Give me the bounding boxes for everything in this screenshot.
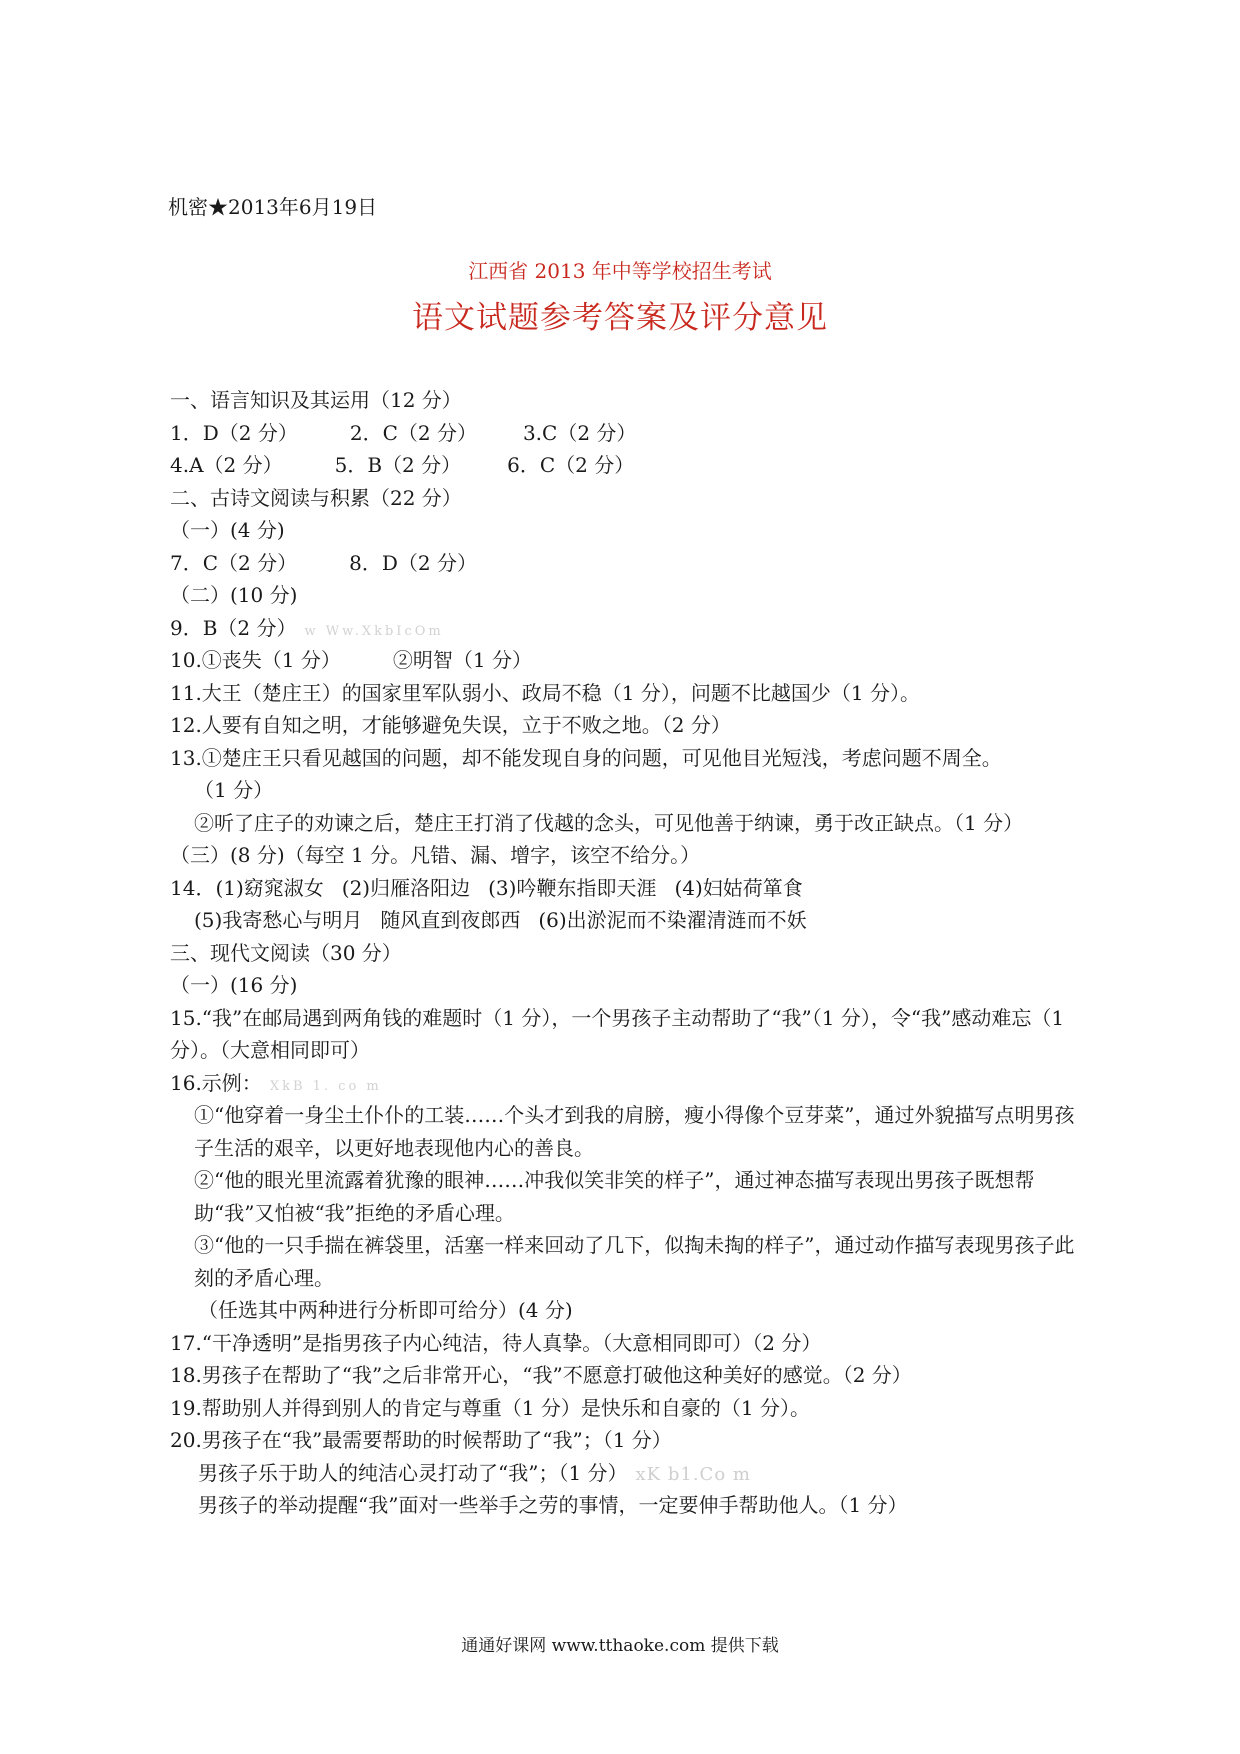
answer-3: 3.C（2 分） [522,420,637,445]
answer-16-item-3: ③“他的一只手揣在裤袋里，活塞一样来回动了几下，似掏未掏的样子”，通过动作描写表现男孩子此刻的矛盾心理。 [194,1233,1075,1290]
section2-part3: （三）(8 分)（每空 1 分。凡错、漏、增字，该空不给分。） [170,843,701,867]
answer-16-item-2: ②“他的眼光里流露着犹豫的眼神……冲我似笑非笑的样子”，通过神态描写表现出男孩子既想帮助“我”又怕被“我”拒绝的矛盾心理。 [194,1168,1035,1225]
answers-1-3 [170,417,1075,450]
watermark-text: XkB 1. co m [269,1078,382,1094]
watermark-text: w Ww.XkbIcOm [304,623,444,639]
answer-14-6: (6)出淤泥而不染濯清涟而不妖 [538,908,807,932]
answer-9-line [170,612,1075,645]
answer-12: 12.人要有自知之明，才能够避免失误，立于不败之地。（2 分） [170,713,731,737]
answer-8: 8．D（2 分） [349,550,477,575]
answer-16-item-1: ①“他穿着一身尘土仆仆的工装……个头才到我的肩膀，瘦小得像个豆芽菜”，通过外貌描写点明男孩子生活的艰辛，以更好地表现他内心的善良。 [194,1103,1075,1160]
answer-16-label: 16.示例： [170,1070,262,1095]
section2-heading: 二、古诗文阅读与积累（22 分） [170,485,462,510]
answer-4: 4.A（2 分） [170,453,283,477]
answer-14-line2 [170,904,1075,937]
section1-heading: 一、语言知识及其运用（12 分） [170,388,462,412]
answer-5: 5．B（2 分） [334,453,462,477]
answer-18: 18.男孩子在帮助了“我”之后非常开心，“我”不愿意打破他这种美好的感觉。（2 分） [170,1363,912,1387]
section2-part1: （一）(4 分) [170,518,285,542]
answer-16-note: （任选其中两种进行分析即可给分）(4 分) [198,1298,573,1322]
section3-part1: （一）(16 分) [170,973,298,997]
answer-14-5a: (5)我寄愁心与明月 [194,908,363,932]
answer-10 [170,644,1075,677]
watermark-text: xK b1.Co m [635,1463,751,1485]
confidential-date: 机密★2013年6月19日 [168,195,378,219]
answer-1: 1．D（2 分） [170,420,298,445]
answer-19: 19.帮助别人并得到别人的肯定与尊重（1 分）是快乐和自豪的（1 分）。 [170,1395,810,1420]
answer-20c: 男孩子的举动提醒“我”面对一些举手之劳的事情，一定要伸手帮助他人。（1 分） [198,1493,908,1517]
answer-13b: ②听了庄子的劝谏之后，楚庄王打消了伐越的念头，可见他善于纳谏，勇于改正缺点。（1 分） [194,810,1024,835]
answer-14-line1 [170,872,1075,905]
answer-14-1: 14．(1)窈窕淑女 [170,875,324,900]
answer-15: 15.“我”在邮局遇到两角钱的难题时（1 分），一个男孩子主动帮助了“我”（1 分），令“我”感动难忘（1 分）。（大意相同即可） [170,1005,1065,1062]
answer-20b: 男孩子乐于助人的纯洁心灵打动了“我”；（1 分） [198,1460,628,1485]
answer-7: 7．C（2 分） [170,550,298,575]
document-title: 语文试题参考答案及评分意见 [412,300,828,336]
answer-14-5b: 随风直到夜郎西 [380,908,521,932]
answer-13a-score: （1 分） [194,778,274,802]
footer-source: 通通好课网 www.tthaoke.com 提供下载 [461,1636,779,1656]
answer-17: 17.“干净透明”是指男孩子内心纯洁，待人真挚。（大意相同即可）（2 分） [170,1330,822,1355]
answer-9: 9．B（2 分） [170,615,297,640]
answer-13a: 13.①楚庄王只看见越国的问题，却不能发现自身的问题，可见他目光短浅，考虑问题不周全。 [170,745,1002,770]
answer-20a: 20.男孩子在“我”最需要帮助的时候帮助了“我”；（1 分） [170,1428,672,1452]
answer-10b: ②明智（1 分） [392,648,532,672]
answer-10a: 10.①丧失（1 分） [170,648,341,672]
answer-11: 11.大王（楚庄王）的国家里军队弱小、政局不稳（1 分），问题不比越国少（1 分）。 [170,680,920,705]
answer-2: 2．C（2 分） [349,420,477,445]
answer-20b-line [170,1457,1075,1490]
answers-4-6 [170,449,1075,482]
exam-name: 江西省 2013 年中等学校招生考试 [468,259,772,283]
answer-14-4: (4)妇姑荷箪食 [674,875,803,900]
section2-part2: （二）(10 分) [170,583,298,607]
answers-7-8 [170,547,1075,580]
answer-16-label-line [170,1067,1075,1100]
answer-14-2: (2)归雁洛阳边 [341,875,471,900]
answer-body [170,384,1075,1522]
answer-14-3: (3)吟鞭东指即天涯 [488,875,657,900]
section3-heading: 三、现代文阅读（30 分） [170,940,402,965]
answer-6: 6．C（2 分） [507,453,635,477]
